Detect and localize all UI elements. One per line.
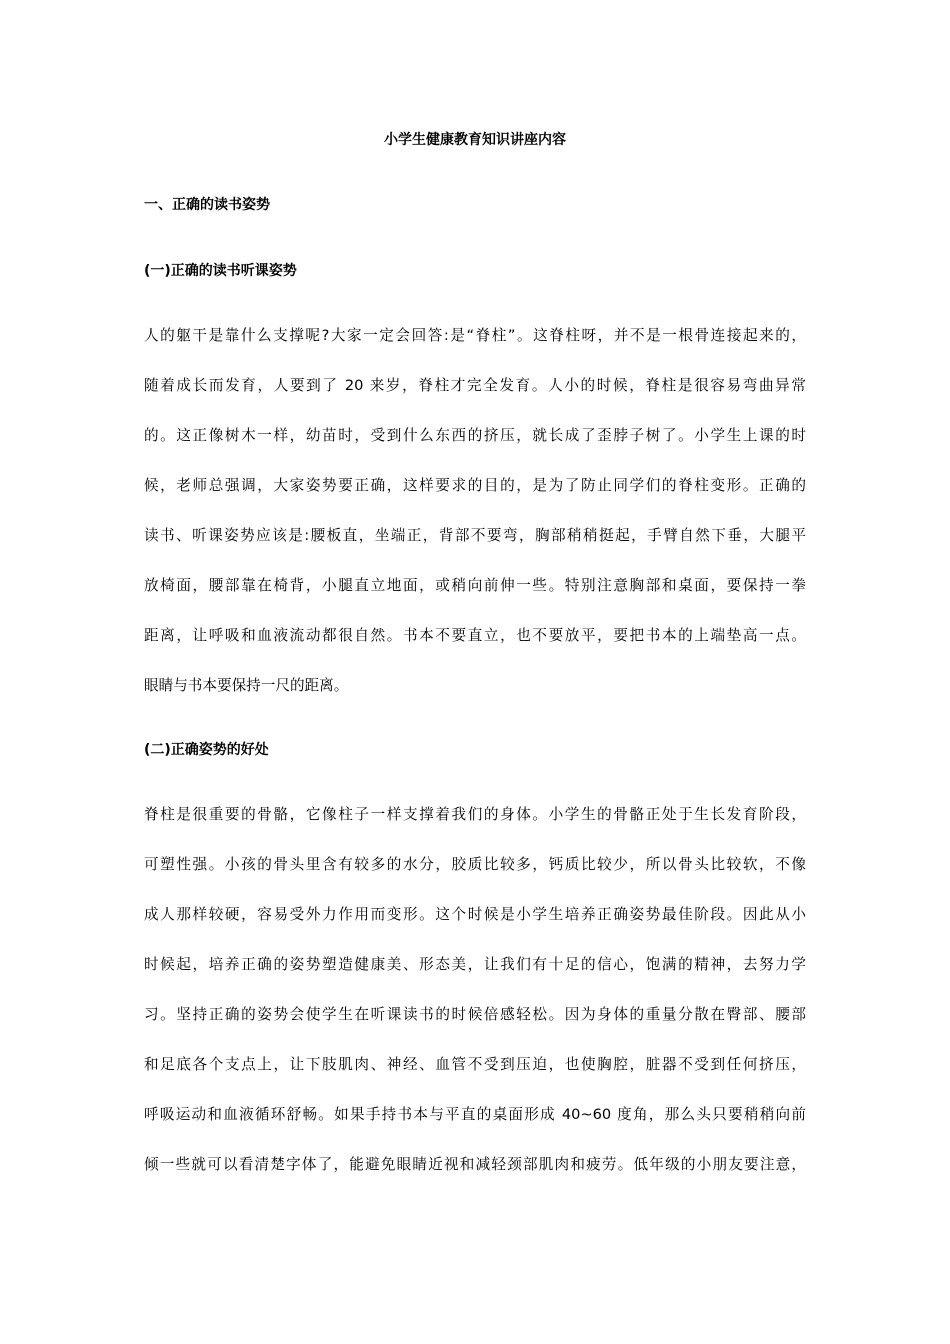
paragraph-line: 可塑性强。小孩的骨头里含有较多的水分，胶质比较多，钙质比较少，所以骨头比较软，不像: [144, 856, 806, 873]
section-heading-1: 一、正确的读书姿势: [144, 197, 270, 213]
paragraph-line: 人的躯干是靠什么支撑呢?大家一定会回答:是“脊柱”。这脊柱呀，并不是一根骨连接起来的，: [144, 327, 806, 344]
paragraph-line: 习。坚持正确的姿势会使学生在听课读书的时候倍感轻松。因为身体的重量分散在臀部、腰部: [144, 1006, 806, 1023]
paragraph-line: 呼吸运动和血液循环舒畅。如果手持书本与平直的桌面形成 40~60 度角，那么头只要稍稍向前: [144, 1106, 806, 1123]
paragraph-line: 和足底各个支点上，让下肢肌肉、神经、血管不受到压迫，也使胸腔，脏器不受到任何挤压，: [144, 1056, 806, 1073]
paragraph-line: 成人那样较硬，容易受外力作用而变形。这个时候是小学生培养正确姿势最佳阶段。因此从小: [144, 906, 806, 923]
subsection-heading-2: (二)正确姿势的好处: [144, 742, 269, 758]
paragraph-line: 时候起，培养正确的姿势塑造健康美、形态美，让我们有十足的信心，饱满的精神，去努力学: [144, 956, 806, 973]
paragraph-line: 距离，让呼吸和血液流动都很自然。书本不要直立，也不要放平，要把书本的上端垫高一点。: [144, 627, 806, 644]
paragraph-line: 随着成长而发育，人要到了 20 来岁，脊柱才完全发育。人小的时候，脊柱是很容易弯曲异常: [144, 377, 806, 394]
paragraph-line: 眼睛与书本要保持一尺的距离。: [144, 677, 349, 694]
document-title: 小学生健康教育知识讲座内容: [384, 132, 566, 148]
paragraph-line: 放椅面，腰部靠在椅背，小腿直立地面，或稍向前伸一些。特别注意胸部和桌面，要保持一拳: [144, 577, 806, 594]
paragraph-line: 候，老师总强调，大家姿势要正确，这样要求的目的，是为了防止同学们的脊柱变形。正确的: [144, 477, 806, 494]
paragraph-line: 倾一些就可以看清楚字体了，能避免眼睛近视和减轻颈部肌肉和疲劳。低年级的小朋友要注意，: [144, 1156, 806, 1173]
paragraph-line: 的。这正像树木一样，幼苗时，受到什么东西的挤压，就长成了歪脖子树了。小学生上课的时: [144, 427, 806, 444]
paragraph-line: 读书、听课姿势应该是:腰板直，坐端正，背部不要弯，胸部稍稍挺起，手臂自然下垂，大腿平: [144, 527, 806, 544]
paragraph-line: 脊柱是很重要的骨骼，它像柱子一样支撑着我们的身体。小学生的骨骼正处于生长发育阶段，: [144, 806, 806, 823]
subsection-heading-1: (一)正确的读书听课姿势: [144, 263, 297, 279]
